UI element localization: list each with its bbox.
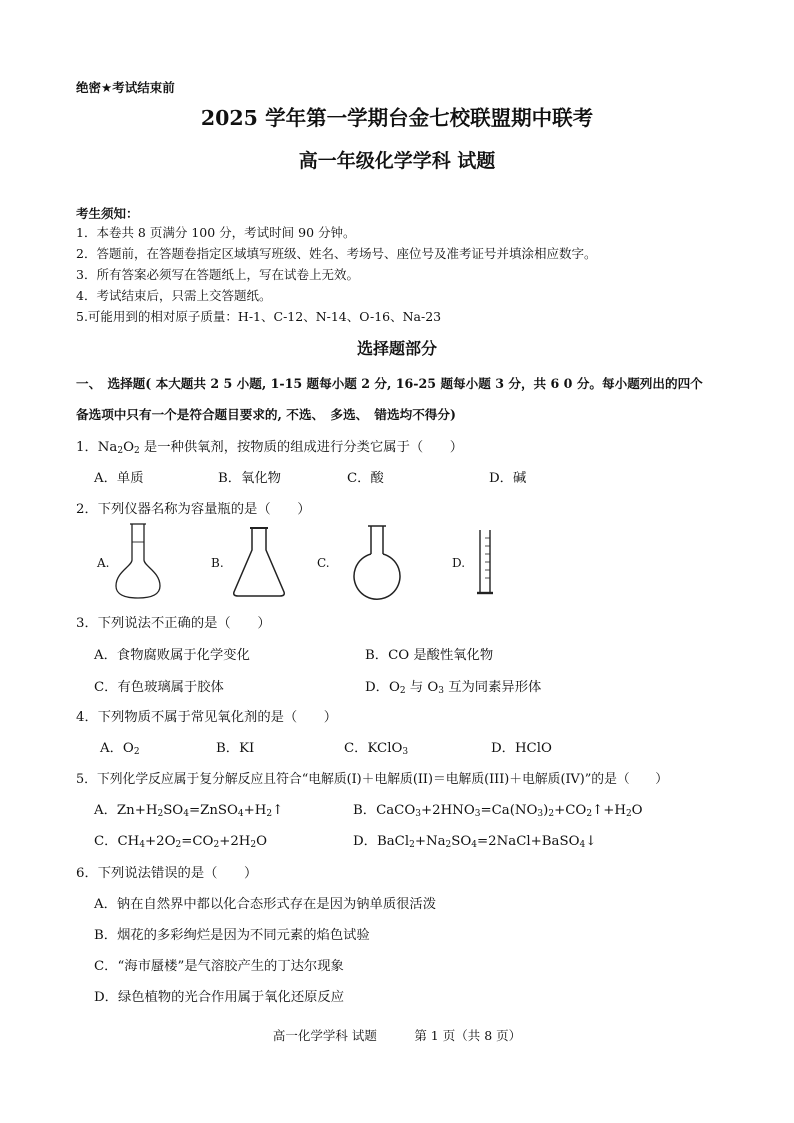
question-2-stem: 2．下列仪器名称为容量瓶的是（ ） [76,502,311,517]
question-6-option-c: C．“海市蜃楼”是气溶胶产生的丁达尔现象 [94,959,344,974]
question-6-option-a: A．钠在自然界中都以化合态形式存在是因为钠单质很活泼 [94,897,437,912]
conical-flask-icon [228,526,288,598]
question-5-option-a: A．$Zn+H_2SO_4=ZnSO_4+H_2↑$ [94,803,284,819]
question-4-option-d: D．HClO [491,741,552,756]
question-5-stem: 5．下列化学反应属于复分解反应且符合“电解质(I)＋电解质(II)＝电解质(III)＋电解质(IV)”的是（ ） [76,772,669,787]
exam-subtitle: 高一年级化学学科 试题 [298,150,496,172]
question-2-label-a: A. [97,556,110,570]
question-3-stem: 3．下列说法不正确的是（ ） [76,616,271,631]
page-footer: 高一化学学科 试题 第 1 页（共 8 页） [272,1028,522,1043]
notice-item: 4．考试结束后，只需上交答题纸。 [76,288,272,303]
question-6-option-b: B．烟花的多彩绚烂是因为不同元素的焰色试验 [94,928,370,943]
question-1-option-a: A．单质 [94,471,144,486]
confidential-label: 绝密★考试结束前 [76,80,175,95]
section-heading: 选择题部分 [356,339,437,358]
question-3-option-a: A．食物腐败属于化学变化 [94,648,250,663]
question-2-label-b: B. [211,556,224,570]
exam-title: 2025 学年第一学期台金七校联盟期中联考 [200,106,594,130]
question-4-option-b: B．KI [216,741,255,756]
section-instruction: 备选项中只有一个是符合题目要求的, 不选、 多选、 错选均不得分) [76,407,456,422]
question-2-label-d: D. [452,556,466,570]
round-bottom-flask-icon [352,524,402,600]
question-4-option-c: C．KClO$_3$ [344,741,409,757]
volumetric-flask-icon [112,522,164,602]
notice-item: 1．本卷共 8 页满分 100 分，考试时间 90 分钟。 [76,225,356,240]
question-1-option-d: D．碱 [489,471,527,486]
question-1-stem: 1．$Na_2O_2$ 是一种供氧剂，按物质的组成进行分类它属于（ ） [76,440,464,456]
question-4-option-a: A．$O_2$ [100,741,140,757]
notice-item: 5.可能用到的相对原子质量：H-1、C-12、N-14、O-16、Na-23 [76,309,442,324]
question-1-option-b: B．氧化物 [218,471,281,486]
question-1-option-c: C．酸 [347,471,384,486]
graduated-cylinder-icon [474,528,498,598]
question-3-option-d: D．$O_2$ 与 $O_3$ 互为同素异形体 [365,680,542,696]
question-6-stem: 6．下列说法错误的是（ ） [76,866,258,881]
question-3-option-c: C．有色玻璃属于胶体 [94,680,224,695]
notice-item: 2．答题前，在答题卷指定区域填写班级、姓名、考场号、座位号及准考证号并填涂相应数字。 [76,246,597,261]
notice-title: 考生须知： [76,206,139,221]
notice-item: 3．所有答案必须写在答题纸上，写在试卷上无效。 [76,267,359,282]
question-4-stem: 4．下列物质不属于常见氧化剂的是（ ） [76,710,338,725]
question-5-option-c: C．$CH_4+2O_2=CO_2+2H_2O$ [94,834,268,850]
question-5-option-d: D．$BaCl_2+Na_2SO_4=2NaCl+BaSO_4↓$ [353,834,597,850]
question-5-option-b: B．$CaCO_3+2HNO_3=Ca(NO_3)_2+CO_2↑+H_2O$ [353,803,643,819]
question-3-option-b: B．CO 是酸性氧化物 [365,648,494,663]
section-instruction: 一、 选择题( 本大题共 2 5 小题, 1-15 题每小题 2 分, 16-25 题每小题 3 分，共 6 0 分。每小题列出的四个 [76,376,703,391]
question-6-option-d: D．绿色植物的光合作用属于氧化还原反应 [94,990,345,1005]
question-2-label-c: C. [317,556,330,570]
